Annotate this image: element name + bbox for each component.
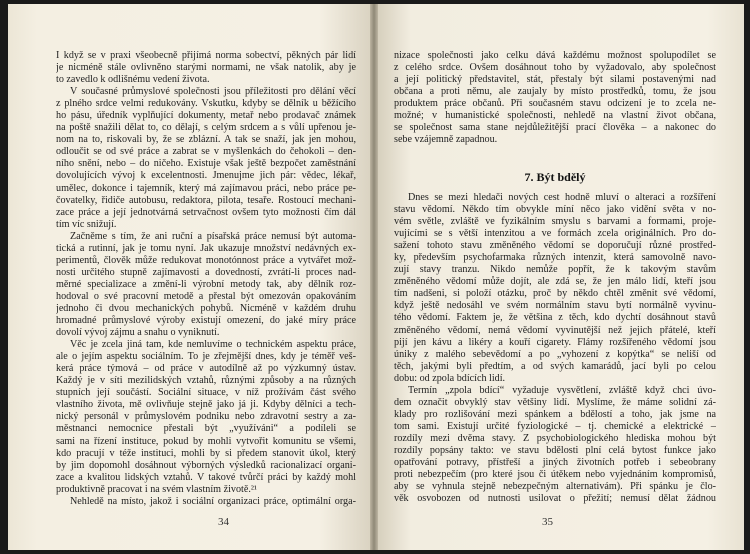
text-line: změněného vědomí, nemá vědomí vyvinutější než jejich přátelé, kteří — [394, 324, 716, 336]
text-line: sažení tohoto stavu změněného vědomí se doporučují různé prostřed- — [394, 240, 716, 252]
right-page — [374, 4, 744, 550]
text-line: ale o jejím aspektu sociálním. To je zřejmější dnes, kdy je téměř veš- — [56, 351, 356, 363]
text-line: tého vědomí. Faktem je, že většina z těch, kdo dychtí dosáhnout stavů — [394, 312, 716, 324]
text-line: Věc je zcela jiná tam, kde nemluvíme o technickém aspektu práce, — [70, 339, 356, 351]
text-line: dem označit obvyklý stav většiny lidí. Myslíme, že máme solidní zá- — [394, 396, 716, 408]
text-line: z plného srdce velmi redukovány. Vskutku, kdyby se dělník u běžícího — [56, 98, 356, 110]
text-line: možné; v humanistické společnosti, nehledě na vlastní život občana, — [394, 110, 716, 122]
text-line: čovatelky, řidiče autobusu, redaktora, pilota, tesaře. Rostoucí mechani- — [56, 194, 356, 206]
text-line: rozdíly popsány takto: ve stavu bdělosti plní celá bytost funkce jako — [394, 444, 716, 456]
text-line: kdo pracují v téže instituci, mohli by si předem stanovit úkol, který — [56, 447, 356, 459]
left-page-body — [56, 50, 356, 508]
text-line: stupních její součástí. Sociální situace, v níž prožívám část svého — [56, 387, 356, 399]
text-line: tím víc snižují. — [56, 218, 117, 230]
text-line: ho pásu, úředník vyplňující dokumenty, metař nebo prodavač známek — [56, 110, 356, 122]
text-line: hromadné průmyslové výroby existují omezení, do jaké míry práce — [56, 315, 356, 327]
text-line: zace a kvalitou lidských vztahů. V takové tvůrčí práci by každý mohl — [56, 471, 356, 483]
text-line: ního snění, nebo – do ničeho. Existuje však ještě bezpočet zaměstnání — [56, 158, 356, 170]
text-line: je nicméně stále ovlivněno starými normami, ne však natolik, aby je — [56, 62, 356, 74]
text-line: těch, jakými byli předtím, a od svých kamarádů, jací byli po celou — [394, 360, 716, 372]
text-line: proti nebezpečím (pro které jsou či útěkem nebo vyjednáním kompromisů, — [394, 469, 716, 481]
left-page-number: 34 — [218, 516, 229, 528]
text-line: nom na to, riskovali by, že se zblázní. A tak se snaží, jak jen mohou, — [56, 134, 356, 146]
text-line: tom sami. Existují určité fyziologické – tj. chemické a elektrické – — [394, 420, 716, 432]
text-line: měrné specializace a změní-li výrobní metody tak, aby dělník roz- — [56, 278, 356, 290]
text-line: věk osvobozen od nutnosti usilovat o přežití; nemusí dělat žádnou — [394, 493, 716, 505]
left-page — [8, 4, 374, 550]
text-line: úniky z malého sebevědomí a po „vyhození z kopýtka“ se neliší od — [394, 348, 716, 360]
text-line: dovolí vývoj zájmu a snahu o vyniknutí. — [56, 327, 220, 339]
text-line: vém světle, zvláště ve fyzikálním smyslu s barvami a formami, proje- — [394, 216, 716, 228]
text-line: sebe vzájemně zapadnou. — [394, 134, 498, 146]
text-line: na poště snažili dělat to, co dělají, s celým srdcem a s vůlí upřenou je- — [56, 122, 356, 134]
text-line: tická a rutinní, jak je tomu nyní. Jak ukazuje množství nedávných ex- — [56, 242, 356, 254]
text-line: Nehledě na místo, jakož i sociální organizaci práce, optimální orga- — [70, 495, 356, 507]
text-line: nizace společnosti jako celku dává každému možnost spolupodílet se — [394, 50, 716, 61]
right-page-body-top — [394, 50, 716, 146]
text-line: když ještě nedosáhl ve svém normálním stavu bytí normálně vyvinu- — [394, 300, 716, 312]
text-line: klady pro rozlišování mezi spánkem a bdělostí a toho, jak jsme na — [394, 408, 716, 420]
book-gutter — [370, 4, 378, 550]
text-line: Dnes se mezi hledači nových cest hodně mluví o alteraci a rozšíření — [408, 192, 716, 203]
text-line: tím nadšeni, si položí otázku, proč by někdo chtěl změnit své vědomí, — [394, 288, 716, 300]
text-line: odloučit se od své práce a zabrat se v myšlenkách do čehokoli – den- — [56, 146, 356, 158]
text-line: jednoho či dvou mechanických pohybů. Nicméně v každém druhu — [56, 302, 356, 314]
text-line: opatřování potravy, přístřeší a jiných životních potřeb i sebeobrany — [394, 457, 716, 469]
text-line: městnanci nemocnice přestali být „využíváni“ a podíleli se — [56, 423, 356, 435]
text-line: sami na řízení instituce, pokud by mohli vytvořit komunitu se všemi, — [56, 435, 356, 447]
text-line: změněného vědomí může dojít, ale zdá se, že jen málo lidí, kteří jsou — [394, 276, 716, 288]
text-line: vlastního života, mě ovlivňuje stejně jako já ji. Kdyby dělníci a tech- — [56, 399, 356, 411]
text-line: Termín „zpola bdící“ vyžaduje vysvětlení, zvláště když chci úvo- — [408, 384, 716, 396]
text-line: ky, především psychofarmaka různých intenzit, která samovolně navo- — [394, 252, 716, 264]
text-line: zace práce a její jednotvárná setrvačnost ovšem tyto možnosti čím dál — [56, 206, 356, 218]
text-line: nosti určitého stupně zajímavosti a dovedností, zvrátí-li proces nad- — [56, 266, 356, 278]
text-line: hodoval o své pracovní metodě a přestal být omezován opakováním — [56, 290, 356, 302]
text-line: dovolujících vývoj k excelentnosti. Jmenujme jich pár: vědec, lékař, — [56, 170, 356, 182]
text-line: stavu vědomí. Někdo tím obvykle míní něco jako vidění světa v no- — [394, 204, 716, 216]
text-line: perimentů, člověk může redukovat monotónnost práce a vytvářet mož- — [56, 254, 356, 266]
text-line: a její politický představitel, stát, přestaly být silami postavenými nad — [394, 74, 716, 86]
text-line: umělec, dokonce i tajemník, který má zajímavou práci, nebo práce pe- — [56, 182, 356, 194]
text-line: Začněme s tím, že ani ruční a písařská práce nemusí být automa- — [70, 230, 356, 242]
section-heading: 7. Být bdělý — [524, 170, 586, 184]
text-line: z celého srdce. Ovšem dosáhnout toho by vyžadovalo, aby společnost — [394, 62, 716, 74]
text-line: vujícími se s větší intenzitou a ve formách zcela originálních. Pro do- — [394, 228, 716, 240]
text-line: pijí jen kávu a likéry a kouří cigarety. Flámy rozšířeného vědomí jsou — [394, 336, 716, 348]
book-spread — [8, 4, 744, 550]
text-line: se společnost sama stane nejdůležitější prací člověka – a nakonec do — [394, 122, 716, 134]
right-page-body-bottom — [394, 192, 716, 505]
text-line: rozdíly mezi dvěma stavy. Z psychobiologického hlediska mohou být — [394, 432, 716, 444]
text-line: občana a proti němu, ale zaujaly by místo prostředků, tomu, že jsou — [394, 86, 716, 98]
text-line: Každý je v síti mezilidských vztahů, různými způsoby a na různých — [56, 375, 356, 387]
text-line: produktivně pracovat i na svém vlastním životě.²¹ — [56, 483, 257, 495]
text-line: to zavedlo k odlišnému vedení života. — [56, 74, 210, 86]
text-line: V současné průmyslové společnosti jsou příležitosti pro dělání věcí — [70, 86, 356, 98]
text-line: kerá práce týmová – od práce v autodílně až po výzkumný ústav. — [56, 363, 356, 375]
text-line: nický personál v průmyslovém podniku nebo zdravotní sestry a za- — [56, 411, 356, 423]
text-line: aby se vyhnula stejně nebezpečným alternativám). Při spánku je člo- — [394, 481, 716, 493]
right-page-number: 35 — [542, 516, 553, 528]
text-line: zují stavy tranzu. Nikdo nemůže popřít, že k takovým stavům — [394, 264, 716, 276]
text-line: by jim dopomohl dosáhnout výborných výsledků racionalizací organi- — [56, 459, 356, 471]
text-line: produktem práce občanů. Při současném stavu odcizení je to zcela ne- — [394, 98, 716, 110]
text-line: dobu: od zpola bdících lidí. — [394, 372, 506, 384]
text-line: I když se v praxi všeobecně přijímá norma sobectví, pěkných pár lidí — [56, 50, 356, 61]
